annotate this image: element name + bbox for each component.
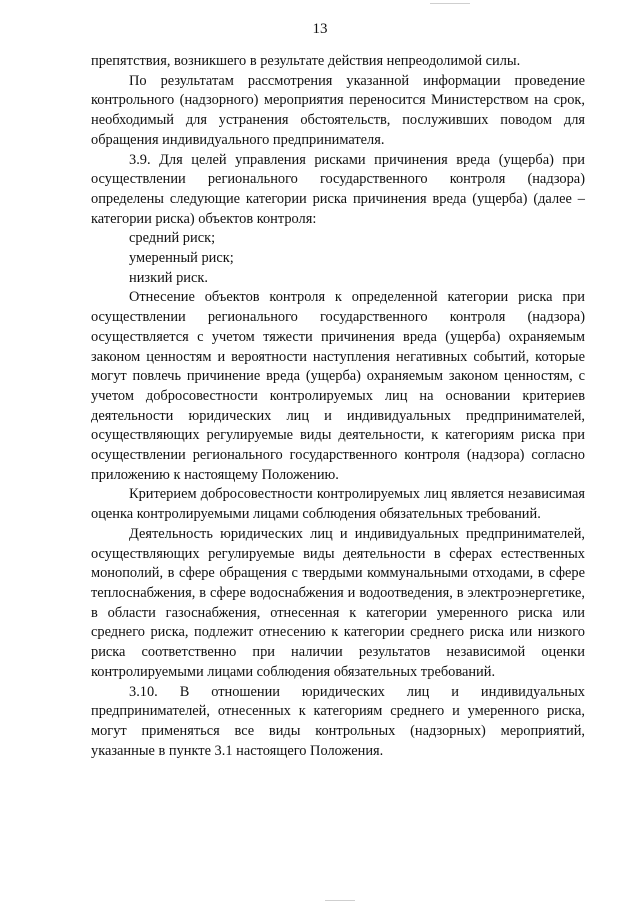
risk-category-low: низкий риск. bbox=[129, 269, 208, 286]
paragraph-continuation: препятствия, возникшего в результате действия непреодолимой силы. bbox=[91, 53, 521, 69]
paragraph-risk-assignment: Отнесение объектов контроля к определенной категории риска при осуществлении регионального государственного контроля (надзора) осуществляется с учетом тяжести причинения вреда (ущерба) охраняемым законом ценностям и вероятности наступления негативных событий, которые могут повлечь причинение вреда (ущерба) охраняемым законом ценностям, с учетом добросовестности контролируемых лиц на основании критериев деятельности юридических лиц и индивидуальных предпринимателей, осуществляющих регулируемые виды деятельности, к категориям риска при осуществлении регионального государственного контроля (надзора) согласно приложению к настоящему Положению. bbox=[91, 289, 585, 483]
document-body bbox=[91, 52, 585, 761]
paragraph-good-faith-criterion: Критерием добросовестности контролируемых лиц является независимая оценка контролируемыми лицами соблюдения обязательных требований. bbox=[91, 486, 585, 523]
risk-category-medium: средний риск; bbox=[129, 230, 216, 247]
page-number: 13 bbox=[312, 21, 328, 37]
paragraph-3-9: 3.9. Для целей управления рисками причинения вреда (ущерба) при осуществлении регионального государственного контроля (надзора) определены следующие категории риска причинения вреда (ущерба) (далее – категории риска) объектов контроля: bbox=[91, 151, 585, 227]
scan-artifact-top bbox=[430, 3, 470, 4]
paragraph-monopolies: Деятельность юридических лиц и индивидуальных предпринимателей, осуществляющих регулируемые виды деятельности в сферах естественных монополий, в сфере обращения с твердыми коммунальными отходами, в сфере теплоснабжения, в сфере водоснабжения и водоотведения, в электроэнергетике, в области газоснабжения, отнесенная к категории умеренного риска или среднего риска, подлежит отнесению к категории среднего риска или низкого риска соответственно при наличии результатов независимой оценки контролируемыми лицами соблюдения обязательных требований. bbox=[91, 525, 585, 680]
paragraph-postponement: По результатам рассмотрения указанной информации проведение контрольного (надзорного) мероприятия переносится Министерством на срок, необходимый для устранения обстоятельств, послуживших поводом для обращения индивидуального предпринимателя. bbox=[91, 72, 585, 148]
scan-artifact-bottom bbox=[325, 900, 355, 901]
paragraph-3-10: 3.10. В отношении юридических лиц и индивидуальных предпринимателей, отнесенных к категориям среднего и умеренного риска, могут применяться все виды контрольных (надзорных) мероприятий, указанные в пункте 3.1 настоящего Положения. bbox=[91, 683, 585, 759]
risk-category-moderate: умеренный риск; bbox=[129, 250, 234, 267]
